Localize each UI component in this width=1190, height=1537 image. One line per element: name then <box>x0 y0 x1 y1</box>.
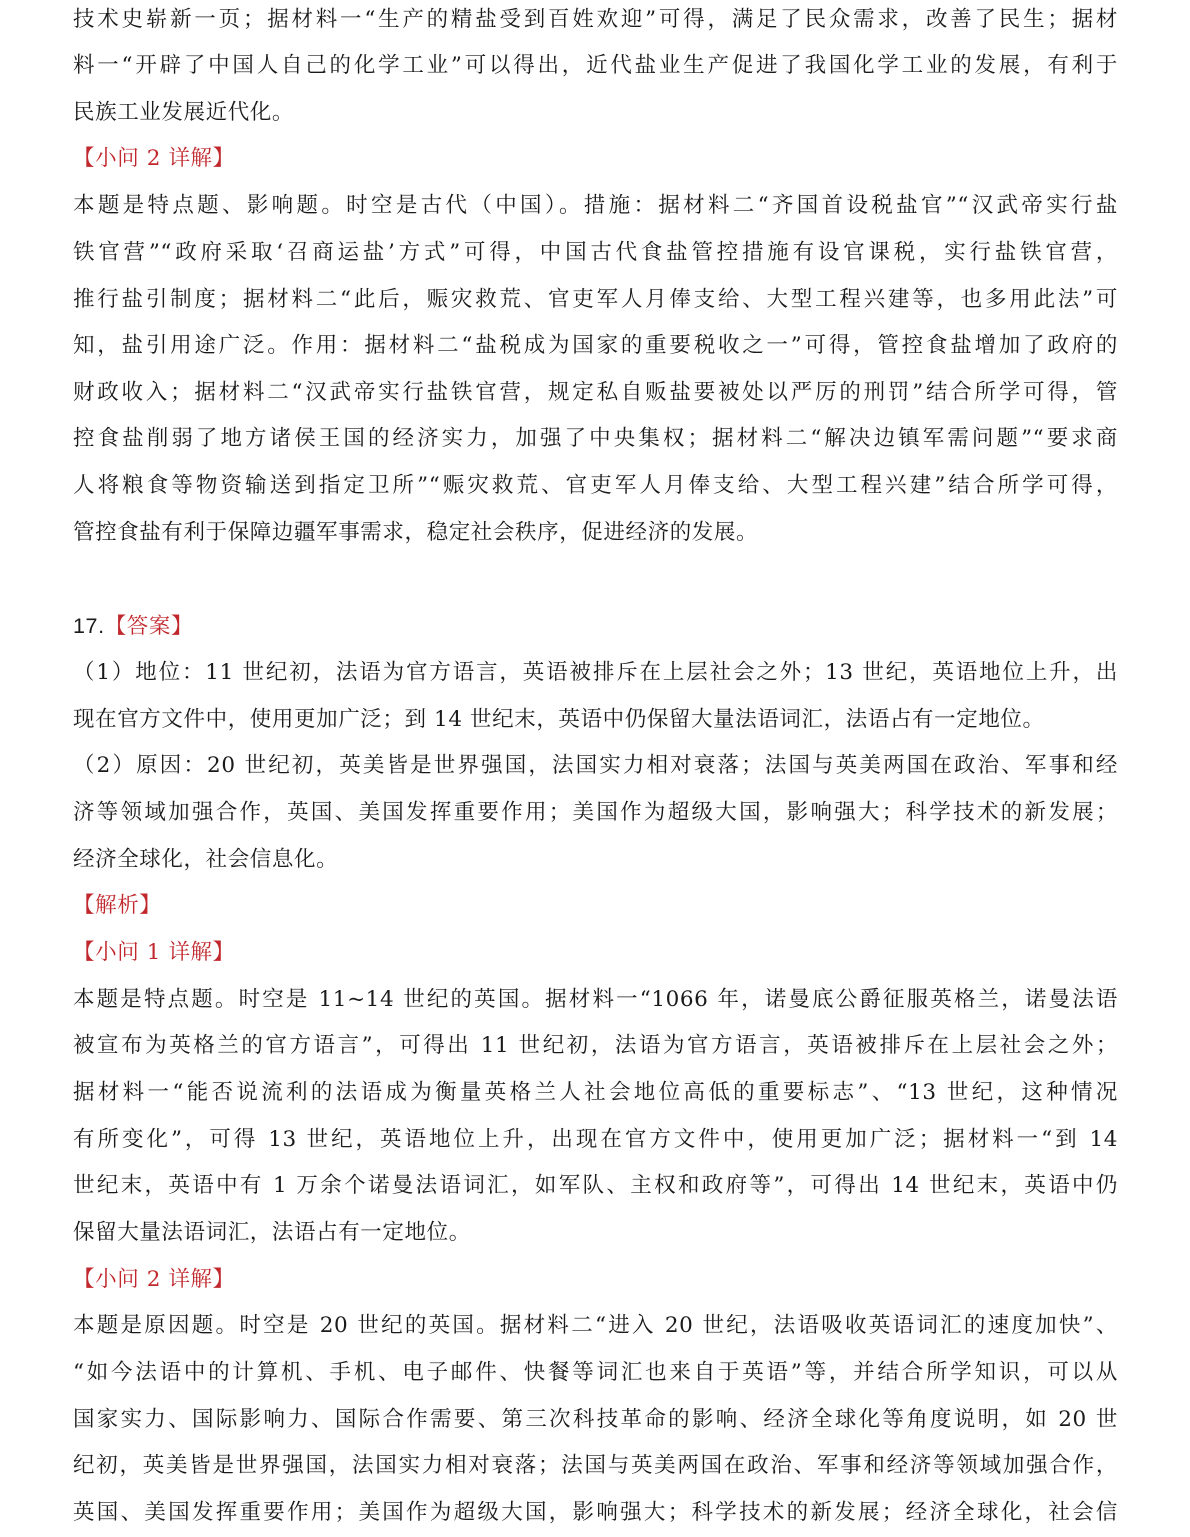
subquestion-2-label: 【小问 2 详解】 <box>73 146 235 171</box>
paragraph-line: 民族工业发展近代化。 <box>73 100 295 125</box>
subquestion-2-label: 【小问 2 详解】 <box>73 1267 235 1292</box>
answer-line: 经济全球化，社会信息化。 <box>73 847 339 872</box>
paragraph-line: 知，盐引用途广泛。作用：据材料二“盐税成为国家的重要税收之一”可得，管控食盐增加了政府的 <box>73 333 1118 358</box>
paragraph-line: 财政收入；据材料二“汉武帝实行盐铁官营，规定私自贩盐要被处以严厉的刑罚”结合所学可得，管 <box>73 380 1118 405</box>
answer-line: 现在官方文件中，使用更加广泛；到 14 世纪末，英语中仍保留大量法语词汇，法语占有一定地位。 <box>73 707 1045 732</box>
answer-line: 济等领域加强合作，英国、美国发挥重要作用；美国作为超级大国，影响强大；科学技术的新发展； <box>73 800 1118 825</box>
question-number: 17. <box>73 614 105 638</box>
paragraph-line: 推行盐引制度；据材料二“此后，赈灾救荒、官吏军人月俸支给、大型工程兴建等，也多用此法”可 <box>73 287 1118 312</box>
paragraph-line: 本题是特点题、影响题。时空是古代（中国）。措施：据材料二“齐国首设税盐官”“汉武帝实行盐 <box>73 193 1118 218</box>
paragraph-line: 控食盐削弱了地方诸侯王国的经济实力，加强了中央集权；据材料二“解决边镇军需问题”“要求商 <box>73 426 1118 451</box>
paragraph-line: 铁官营”“政府采取‘召商运盐’方式”可得，中国古代食盐管控措施有设官课税，实行盐铁官营， <box>73 240 1118 265</box>
paragraph-line: “如今法语中的计算机、手机、电子邮件、快餐等词汇也来自于英语”等，并结合所学知识，可以从 <box>73 1360 1118 1385</box>
paragraph-line: 国家实力、国际影响力、国际合作需要、第三次科技革命的影响、经济全球化等角度说明，如 20 世 <box>73 1407 1118 1432</box>
subquestion-1-label: 【小问 1 详解】 <box>73 940 235 965</box>
paragraph-line: 管控食盐有利于保障边疆军事需求，稳定社会秩序，促进经济的发展。 <box>73 520 759 545</box>
paragraph-line: 本题是原因题。时空是 20 世纪的英国。据材料二“进入 20 世纪，法语吸收英语词汇的速度加快”、 <box>73 1313 1118 1338</box>
paragraph-line: 有所变化”，可得 13 世纪，英语地位上升，出现在官方文件中，使用更加广泛；据材料一“到 14 <box>73 1127 1118 1152</box>
question-17-heading <box>73 610 193 642</box>
paragraph-line: 料一“开辟了中国人自己的化学工业”可以得出，近代盐业生产促进了我国化学工业的发展，有利于 <box>73 53 1118 78</box>
paragraph-line: 世纪末，英语中有 1 万余个诺曼法语词汇，如军队、主权和政府等”，可得出 14 世纪末，英语中仍 <box>73 1173 1118 1198</box>
paragraph-line: 人将粮食等物资输送到指定卫所”“赈灾救荒、官吏军人月俸支给、大型工程兴建”结合所学可得， <box>73 473 1118 498</box>
paragraph-line: 保留大量法语词汇，法语占有一定地位。 <box>73 1220 471 1245</box>
answer-label: 【答案】 <box>104 614 194 639</box>
paragraph-line: 纪初，英美皆是世界强国，法国实力相对衰落；法国与英美两国在政治、军事和经济等领域加强合作， <box>73 1453 1118 1478</box>
paragraph-line: 技术史崭新一页；据材料一“生产的精盐受到百姓欢迎”可得，满足了民众需求，改善了民生；据材 <box>73 7 1118 32</box>
paragraph-line: 被宣布为英格兰的官方语言”，可得出 11 世纪初，法语为官方语言，英语被排斥在上层社会之外； <box>73 1033 1118 1058</box>
answer-line: （2）原因：20 世纪初，英美皆是世界强国，法国实力相对衰落；法国与英美两国在政治、军事和经 <box>73 753 1118 778</box>
paragraph-line: 英国、美国发挥重要作用；美国作为超级大国，影响强大；科学技术的新发展；经济全球化，社会信 <box>73 1500 1118 1525</box>
analysis-label: 【解析】 <box>73 893 162 918</box>
paragraph-line: 本题是特点题。时空是 11~14 世纪的英国。据材料一“1066 年，诺曼底公爵征服英格兰，诺曼法语 <box>73 987 1118 1012</box>
paragraph-line: 据材料一“能否说流利的法语成为衡量英格兰人社会地位高低的重要标志”、“13 世纪，这种情况 <box>73 1080 1118 1105</box>
answer-line: （1）地位：11 世纪初，法语为官方语言，英语被排斥在上层社会之外；13 世纪，英语地位上升，出 <box>73 660 1118 685</box>
